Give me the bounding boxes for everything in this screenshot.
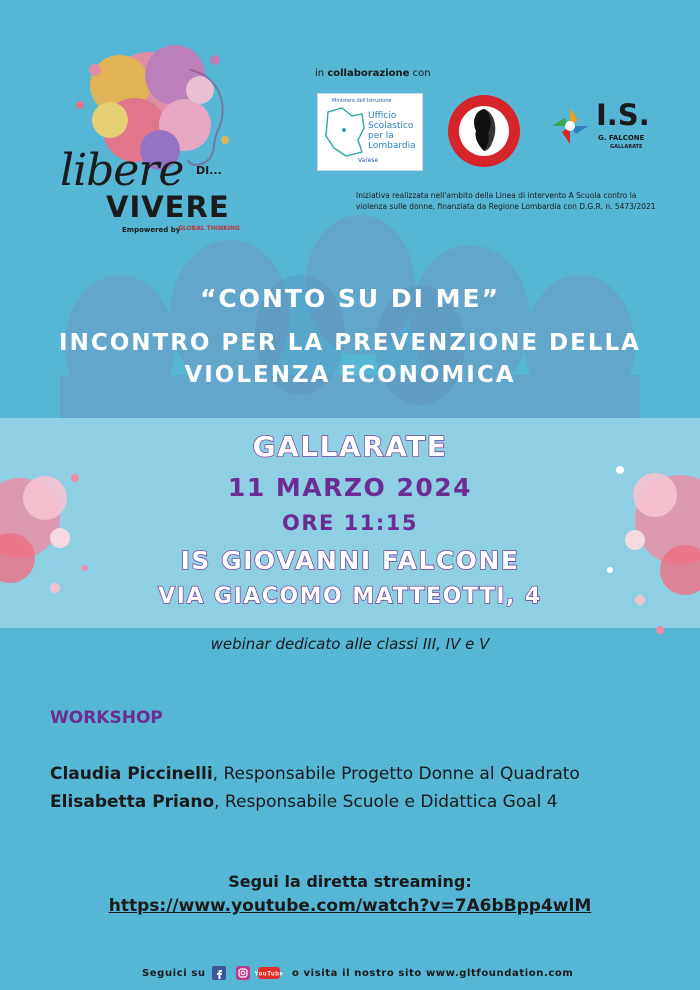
- facebook-icon[interactable]: [212, 966, 226, 980]
- is-falcone-logo: [546, 98, 658, 152]
- event-date: 11 MARZO 2024: [227, 473, 473, 502]
- is-falcone-emblem-icon: [548, 104, 592, 148]
- speaker-name: Elisabetta Priano: [50, 792, 215, 812]
- event-venue: IS GIOVANNI FALCONE: [180, 546, 520, 575]
- ministero-name: Ufficio Scolastico per la Lombardia: [368, 111, 416, 151]
- event-address: VIA GIACOMO MATTEOTTI, 4: [158, 584, 542, 609]
- webinar-note: webinar dedicato alle classi III, IV e V: [210, 635, 490, 653]
- logo-empowered-text: Empowered by: [122, 226, 181, 234]
- is-falcone-title: I.S.: [596, 98, 650, 132]
- logo-di-text: DI...: [196, 164, 222, 177]
- event-subtitle-line-2: VIOLENZA ECONOMICA: [184, 362, 516, 388]
- speaker-row: [50, 764, 580, 784]
- lombardia-map-icon: [322, 106, 366, 158]
- event-subtitle-line-1: INCONTRO PER LA PREVENZIONE DELLA: [59, 330, 641, 356]
- collaboration-label: in collaborazione con: [315, 68, 431, 79]
- speaker-role: , Responsabile Scuole e Didattica Goal 4: [214, 792, 558, 812]
- logo-script-text: libere: [60, 145, 184, 196]
- instagram-icon[interactable]: [236, 966, 250, 980]
- event-city: GALLARATE: [252, 430, 448, 463]
- speaker-name: Claudia Piccinelli: [50, 764, 213, 784]
- is-falcone-name: G. FALCONE: [598, 134, 645, 142]
- women-silhouettes-background: [0, 225, 700, 420]
- ministero-header: Ministero dell'Istruzione: [332, 98, 392, 104]
- iniziativa-note: Iniziativa realizzata nell'ambito della Linea di intervento A Scuola contro la violenza sulle donne, finanziata da Regione Lombardia con D.G.R. n. 5473/2021: [356, 191, 656, 211]
- youtube-stream-link[interactable]: https://www.youtube.com/watch?v=7A6bBpp4wlM: [108, 896, 592, 916]
- speaker-role: , Responsabile Progetto Donne al Quadrato: [212, 764, 580, 784]
- ministero-city: Varese: [358, 157, 379, 164]
- event-time: ORE 11:15: [281, 511, 419, 535]
- youtube-icon-label: YouTube: [254, 971, 284, 978]
- streaming-label: Segui la diretta streaming:: [228, 872, 472, 891]
- speaker-row: [50, 792, 558, 812]
- ufficio-scolastico-logo: [317, 93, 423, 171]
- logo-vivere-text: VIVERE: [106, 190, 230, 224]
- logo-empowered-brand: GLOBAL THINKING: [178, 225, 240, 232]
- visit-website-text: o visita il nostro sito www.gltfoundation.com: [292, 968, 574, 979]
- questo-non-e-amore-logo: [444, 91, 524, 171]
- follow-label: Seguici su: [142, 968, 206, 979]
- event-title: “CONTO SU DI ME”: [199, 284, 501, 313]
- youtube-icon[interactable]: [254, 967, 284, 979]
- workshop-heading: WORKSHOP: [50, 708, 163, 728]
- is-falcone-city: GALLARATE: [610, 144, 643, 150]
